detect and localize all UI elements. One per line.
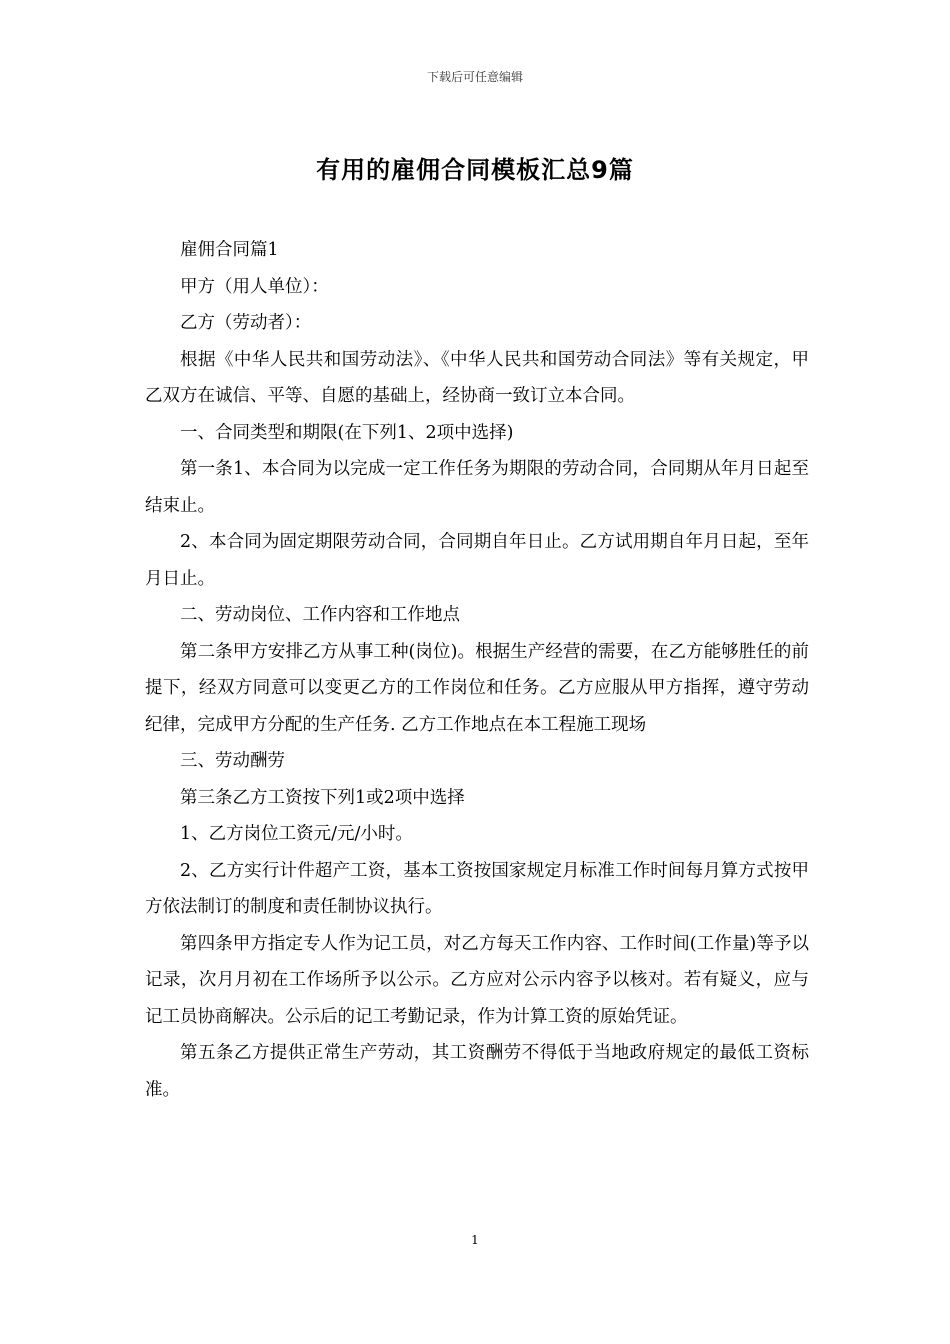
paragraph: 第四条甲方指定专人作为记工员，对乙方每天工作内容、工作时间(工作量)等予以记录，次月月初在工作场所予以公示。乙方应对公示内容予以核对。若有疑义，应与记工员协商解决。公示后的记工考勤记录，作为计算工资的原始凭证。 [145, 933, 809, 1027]
paragraph: 第三条乙方工资按下列1或2项中选择 [180, 787, 465, 808]
header-note: 下载后可任意编辑 [426, 70, 523, 84]
clause-heading: 一、合同类型和期限(在下列1、2项中选择) [180, 422, 514, 443]
paragraph: 第二条甲方安排乙方从事工种(岗位)。根据生产经营的需要，在乙方能够胜任的前提下，经双方同意可以变更乙方的工作岗位和任务。乙方应服从甲方指挥，遵守劳动纪律，完成甲方分配的生产任务. 乙方工作地点在本工程施工现场 [145, 641, 809, 735]
paragraph: 1、乙方岗位工资元/元/小时。 [180, 824, 413, 844]
paragraph: 2、乙方实行计件超产工资，基本工资按国家规定月标准工作时间每月算方式按甲方依法制订的制度和责任制协议执行。 [145, 860, 809, 917]
section-heading: 雇佣合同篇1 [180, 240, 279, 260]
paragraph: 第五条乙方提供正常生产劳动，其工资酬劳不得低于当地政府规定的最低工资标准。 [145, 1043, 809, 1100]
paragraph: 根据《中华人民共和国劳动法》、《中华人民共和国劳动合同法》等有关规定，甲乙双方在诚信、平等、自愿的基础上，经协商一致订立本合同。 [145, 349, 809, 406]
party-a-line: 甲方（用人单位）： [180, 276, 329, 297]
document-title: 有用的雇佣合同模板汇总9篇 [316, 156, 634, 184]
page-number: 1 [471, 1233, 479, 1247]
paragraph: 第一条1、本合同为以完成一定工作任务为期限的劳动合同，合同期从年月日起至结束止。 [145, 459, 809, 516]
document-body [145, 232, 809, 1108]
clause-heading: 二、劳动岗位、工作内容和工作地点 [180, 605, 460, 625]
party-b-line: 乙方（劳动者）： [180, 313, 312, 333]
clause-heading: 三、劳动酬劳 [180, 751, 285, 771]
paragraph: 2、本合同为固定期限劳动合同，合同期自年日止。乙方试用期自年月日起，至年月日止。 [145, 532, 809, 589]
